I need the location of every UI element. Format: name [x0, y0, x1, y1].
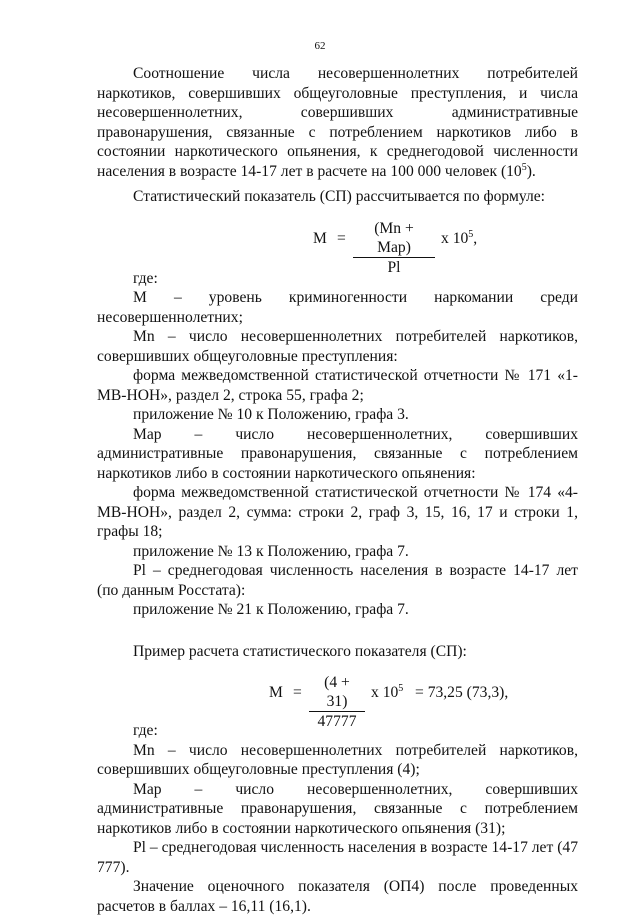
formula1-exponent: 5 — [468, 228, 474, 240]
formula2-lhs: M — [269, 684, 283, 701]
formula1-multiplier — [441, 229, 477, 249]
source-map-form: форма межведомственной статистической отчетности № 174 «4-МВ-НОН», раздел 2, сумма: строки 2, граф 3, 15, 16, 17 и строки 1, графы 18; — [97, 484, 578, 540]
formula1-eq: = — [337, 229, 346, 247]
formula1-denominator: Pl — [387, 258, 401, 276]
intro-paragraph — [97, 64, 578, 181]
formula1-tail-end: , — [473, 229, 478, 247]
formula2-numerator: (4 + 31) — [309, 673, 365, 712]
definition-map: Map – число несовершеннолетних, совершивших административные правонарушения, связанные с потреблением наркотиков либо в состоянии наркотического опьянения: — [97, 425, 578, 482]
document-body — [97, 64, 578, 916]
where-label-2: где: — [133, 722, 158, 739]
source-map-appendix: приложение № 13 к Положению, графа 7. — [133, 542, 409, 560]
conclusion: Значение оценочного показателя (ОП4) после проведенных расчетов в баллах – 16,11 (16,1). — [97, 878, 578, 915]
formula-example — [97, 673, 578, 730]
page-number: 62 — [314, 40, 326, 52]
formula2-multiplier — [371, 683, 508, 703]
formula2-eq: = — [293, 684, 302, 701]
definition-m: M – уровень криминогенности наркомании среди несовершеннолетних; — [97, 289, 578, 326]
formula1-fraction — [353, 219, 435, 277]
example-mn: Mn – число несовершеннолетних потребителей наркотиков, совершивших общеуголовные преступления (4); — [97, 741, 578, 778]
definition-mn: Mn – число несовершеннолетних потребителей наркотиков, совершивших общеуголовные преступления: — [97, 328, 578, 365]
definition-pl: Pl – среднегодовая численность населения в возрасте 14-17 лет (по данным Росстата): — [97, 562, 578, 599]
formula2-result: = 73,25 (73,3), — [415, 684, 509, 701]
example-map: Map – число несовершеннолетних, совершивших административные правонарушения, связанные с потреблением наркотиков либо в состоянии наркотического опьянения (31); — [97, 780, 578, 837]
intro-end: ). — [526, 162, 536, 180]
intro-sup: 5 — [521, 161, 527, 173]
example-pl: Pl – среднегодовая численность населения в возрасте 14-17 лет (47 777). — [97, 839, 578, 876]
formula1-lhs: M — [313, 229, 327, 247]
formula1-tail: x 10 — [441, 229, 469, 247]
formula1-numerator: (Mn + Map) — [353, 219, 435, 258]
formula-intro: Статистический показатель (СП) рассчитывается по формуле: — [133, 188, 545, 205]
formula2-tail: x 10 — [371, 684, 399, 701]
formula2-denominator: 47777 — [317, 713, 357, 730]
formula-general — [97, 219, 578, 276]
where-label-1: где: — [133, 269, 158, 287]
source-pl-appendix: приложение № 21 к Положению, графа 7. — [133, 601, 409, 618]
formula2-fraction — [309, 673, 365, 731]
source-mn-appendix: приложение № 10 к Положению, графа 3. — [133, 406, 409, 423]
example-title: Пример расчета статистического показателя (СП): — [133, 642, 467, 660]
intro-text: Соотношение числа несовершеннолетних потребителей наркотиков, совершивших общеуголовные преступления, и числа несовершеннолетних, совершивших административные правонарушения, связанные с потреблением наркотиков либо в состоянии наркотического опьянения, к среднегодовой численности населения в возрасте 14-17 лет в расчете на 100 000 человек (10 — [97, 65, 578, 180]
spacer — [97, 620, 578, 642]
source-mn-form: форма межведомственной статистической отчетности № 171 «1-МВ-НОН», раздел 2, строка 55, графа 2; — [97, 367, 578, 404]
formula2-exponent: 5 — [398, 683, 404, 694]
